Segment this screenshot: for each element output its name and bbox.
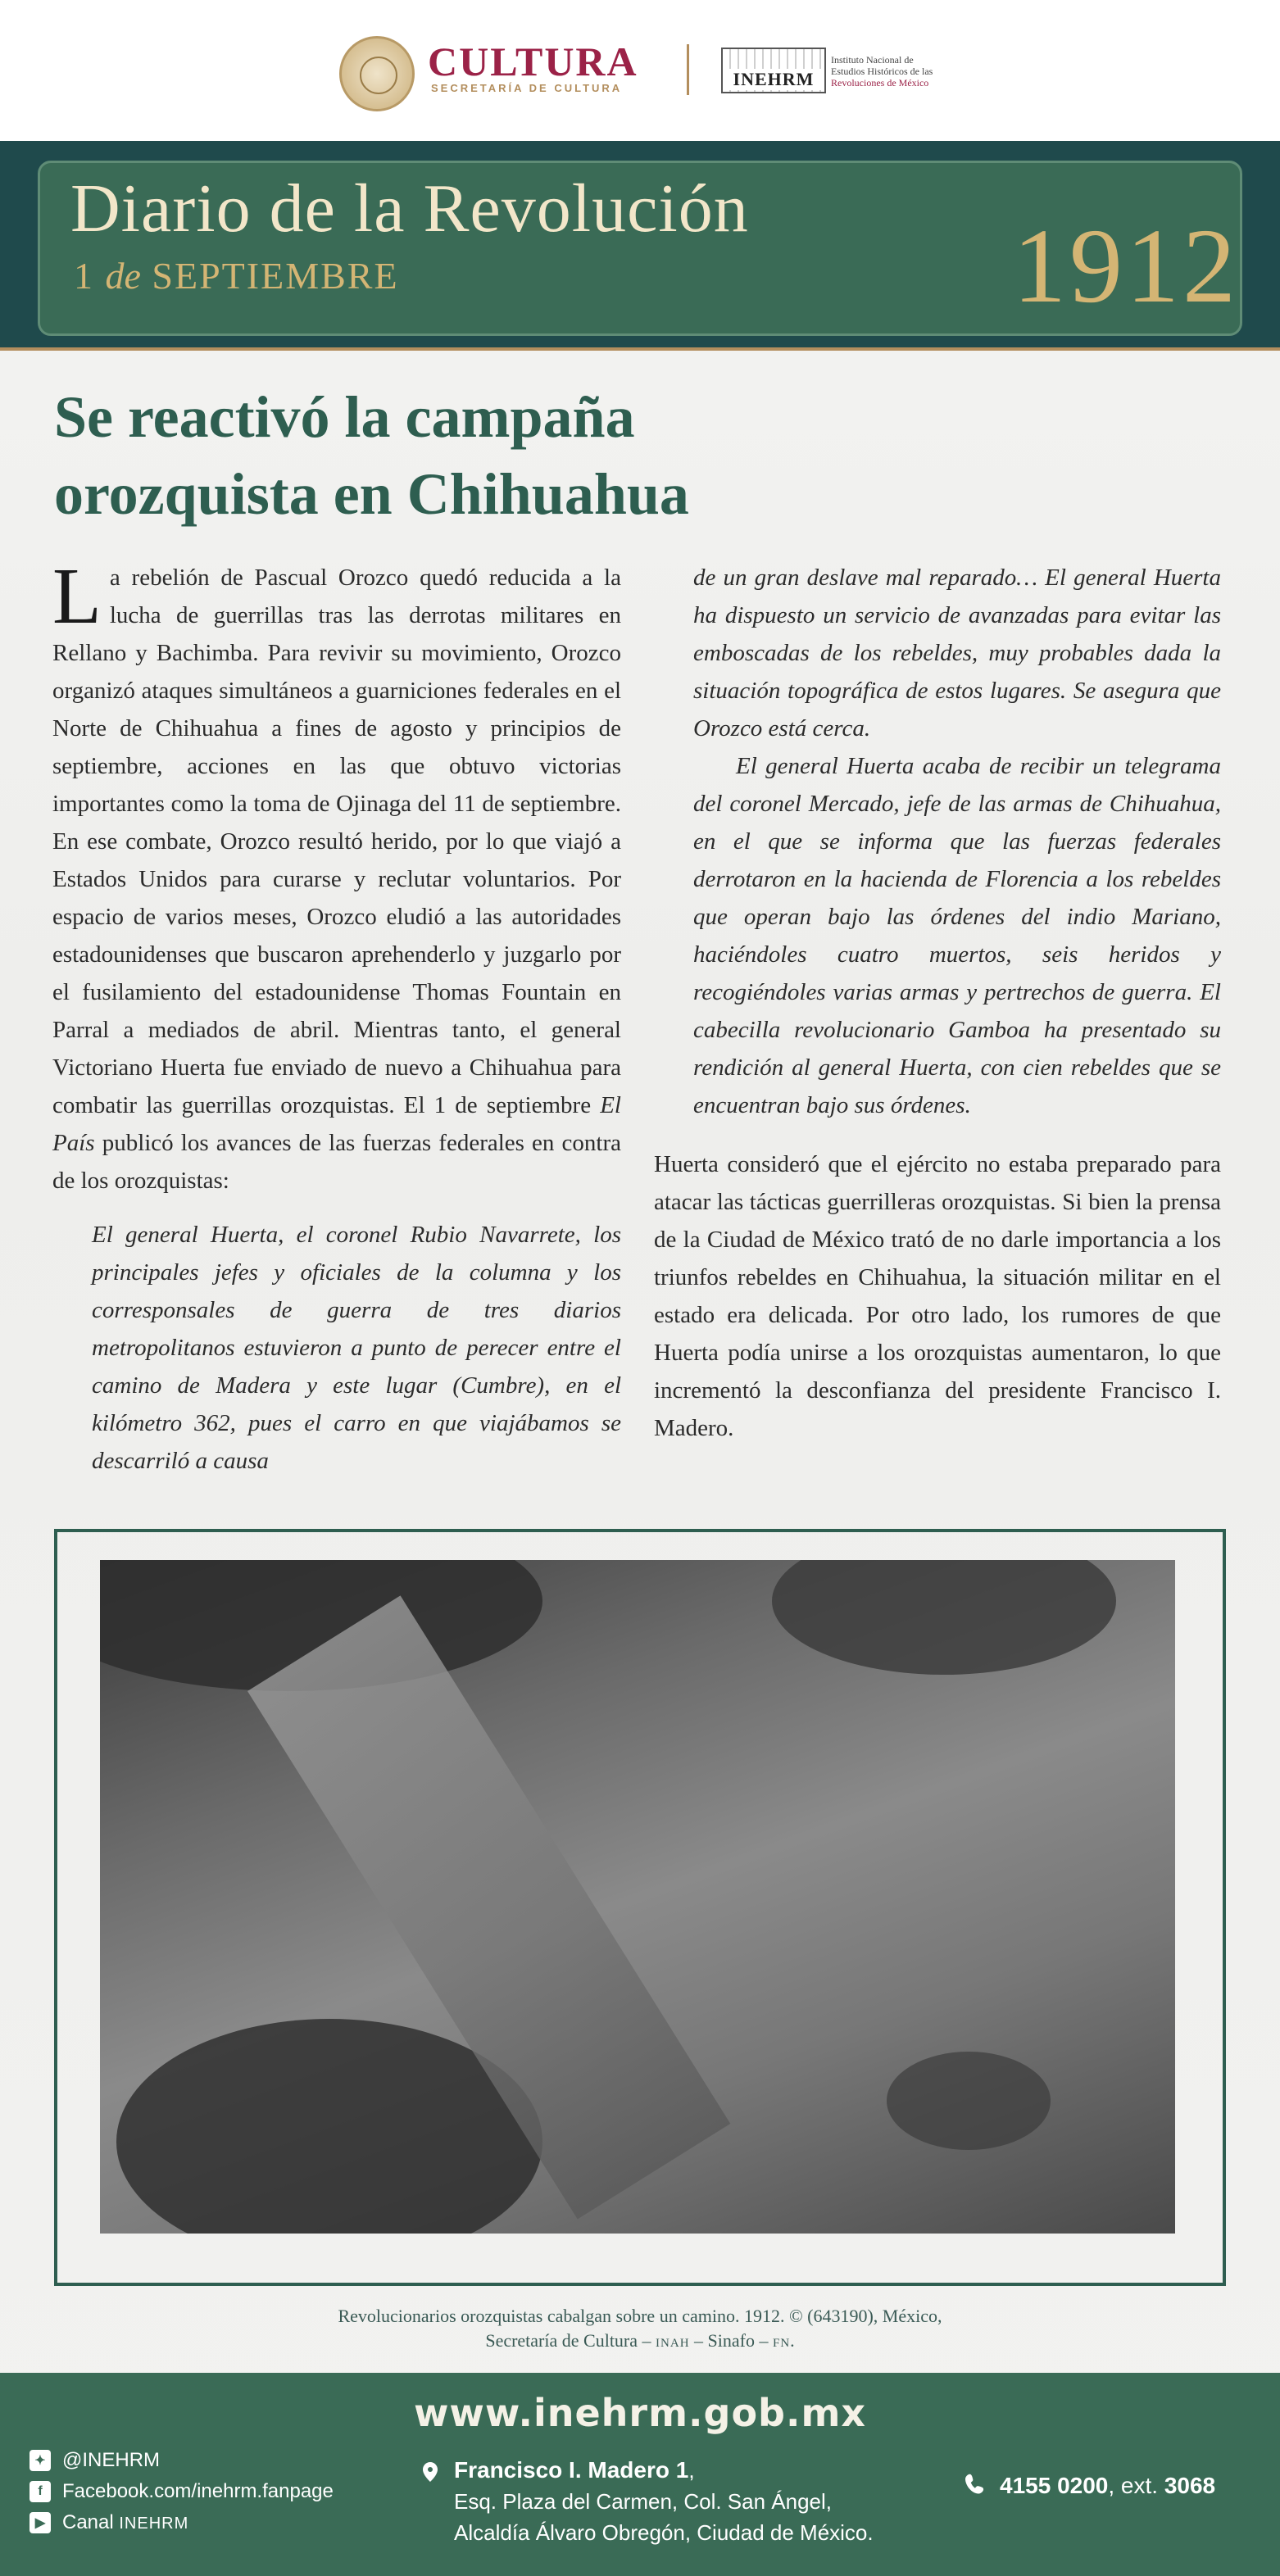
- youtube-label-text: Canal: [62, 2511, 120, 2533]
- logo-bar: [0, 0, 1280, 141]
- newspaper-name: El País: [52, 1092, 621, 1156]
- twitter-handle: @INEHRM: [62, 2449, 161, 2471]
- paragraph-text: a rebelión de Pascual Orozco quedó reducida a la lucha de guerrillas tras las derrotas militares en Rellano y Bachimba. Para revivir su movimiento, Orozco organizó ataques simultáneos a guarniciones federales en el Norte de Chihuahua a fines de agosto y principios de septiembre, acciones en las que obtuvo victorias importantes como la toma de Ojinaga del 11 de septiembre. En ese combate, Orozco resultó herido, por lo que viajó a Estados Unidos para curarse y reclutar voluntarios. Por espacio de varios meses, Orozco eludió a las autoridades estadounidenses que buscaron aprehenderlo y juzgarlo por el fusilamiento del estadounidense Thomas Fountain en Parral a mediados de abril. Mientras tanto, el general Victoriano Huerta fue enviado de nuevo a Chihuahua para combatir las guerrillas orozquistas. El 1 de septiembre: [52, 565, 621, 1118]
- address-line: Esq. Plaza del Carmen, Col. San Ángel,: [454, 2489, 833, 2514]
- drop-cap: L: [52, 552, 102, 641]
- phone-ext-label: , ext.: [1108, 2473, 1164, 2498]
- caption-inah: inah: [656, 2330, 690, 2351]
- article-paragraph: [52, 552, 622, 1200]
- inehrm-description: [831, 54, 978, 88]
- website-link[interactable]: www.inehrm.gob.mx: [413, 2391, 867, 2435]
- facebook-link[interactable]: [30, 2478, 334, 2506]
- banner-de: de: [105, 255, 141, 297]
- quote-continuation: de un gran deslave mal reparado… El general Huerta ha dispuesto un servicio de avanzadas para evitar las emboscadas de los rebeldes, muy probables dada la situación topográfica de estos lugares. Se asegura que Orozco está cerca.: [693, 565, 1221, 742]
- twitter-link[interactable]: [30, 2447, 160, 2474]
- logo-divider: [687, 44, 689, 95]
- facebook-url: Facebook.com/inehrm.fanpage: [62, 2480, 334, 2502]
- article-column-right: [654, 1145, 1221, 1447]
- article-column-right-quote: [693, 559, 1221, 1124]
- article-paragraph: Huerta consideró que el ejército no estaba preparado para atacar las tácticas guerrilleras orozquistas. Si bien la prensa de la Ciudad de México trató de no darle importancia a los triunfos rebeldes en Chihuahua, la situación militar en el estado era delicada. Por otro lado, los rumores de que Huerta podía unirse a los orozquistas aumentaron, lo que incrementó la desconfianza del presidente Francisco I. Madero.: [654, 1151, 1221, 1441]
- article-column-left: [52, 552, 622, 1480]
- cultura-subtitle: SECRETARÍA DE CULTURA: [431, 82, 623, 94]
- twitter-icon: ✦: [30, 2450, 51, 2471]
- quote-block: El general Huerta, el coronel Rubio Navarrete, los principales jefes y oficiales de la columna y los corresponsales de guerra de tres diarios metropolitanos estuvieron a punto de perecer entre el camino de Madera y este lugar (Cumbre), en el kilómetro 362, pues el carro en que viajábamos se descarriló a causa: [92, 1222, 621, 1474]
- photo-tree: [772, 1560, 1116, 1675]
- quote-paragraph: El general Huerta acaba de recibir un telegrama del coronel Mercado, jefe de las armas de Chihuahua, en el que se informa que las fuerzas federales derrotaron en la hacienda de Florencia a los rebeldes que operan bajo las órdenes del indio Mariano, haciéndoles cuatro muertos, seis heridos y recogiéndoles varias armas y pertrechos de guerra. El cabecilla revolucionario Gamboa ha presentado su rendición al general Huerta, con cien rebeldes que se encuentran bajo sus órdenes.: [693, 753, 1221, 1118]
- caption-text: Secretaría de Cultura –: [485, 2330, 656, 2351]
- facebook-icon: f: [30, 2481, 51, 2502]
- banner-date: [74, 254, 399, 297]
- caption-line: [246, 2329, 1034, 2353]
- youtube-link[interactable]: [30, 2509, 188, 2537]
- paragraph-text-end: publicó los avances de las fuerzas federales en contra de los orozquistas:: [52, 1130, 622, 1194]
- caption-line: Revolucionarios orozquistas cabalgan sobre un camino. 1912. © (643190), México,: [338, 2306, 942, 2326]
- youtube-channel: INEHRM: [119, 2515, 189, 2533]
- seal-icon: [339, 36, 415, 111]
- cultura-logo: CULTURA: [428, 39, 638, 84]
- historical-photo: [100, 1560, 1175, 2234]
- phone-ext: 3068: [1164, 2473, 1216, 2498]
- banner-title: Diario de la Revolución: [70, 170, 749, 247]
- inehrm-desc-line: Estudios Históricos de las: [831, 66, 933, 77]
- address-line: [424, 2455, 916, 2486]
- banner-year: 1912: [1013, 207, 1239, 325]
- banner-day: 1: [74, 255, 94, 297]
- phone-number[interactable]: [967, 2473, 1215, 2499]
- address-line: Alcaldía Álvaro Obregón, Ciudad de México.: [454, 2520, 874, 2545]
- phone-main: 4155 0200: [1000, 2473, 1109, 2498]
- youtube-icon: ▶: [30, 2512, 51, 2533]
- inehrm-logo: INEHRM: [724, 69, 823, 90]
- caption-text: .: [790, 2330, 795, 2351]
- banner-month: SEPTIEMBRE: [152, 255, 399, 297]
- inehrm-desc-line: Revoluciones de México: [831, 77, 929, 88]
- caption-text: – Sinafo –: [689, 2330, 773, 2351]
- youtube-label: [62, 2511, 188, 2534]
- headline: Se reactivó la campaña orozquista en Chihuahua: [54, 384, 689, 527]
- address: [424, 2455, 916, 2548]
- address-street: Francisco I. Madero 1: [454, 2457, 689, 2483]
- photo-bush: [887, 2052, 1051, 2150]
- caption-fn: fn: [772, 2330, 791, 2351]
- photo-caption: [246, 2304, 1034, 2353]
- inehrm-desc-line: Instituto Nacional de: [831, 54, 914, 66]
- address-comma: ,: [688, 2458, 695, 2483]
